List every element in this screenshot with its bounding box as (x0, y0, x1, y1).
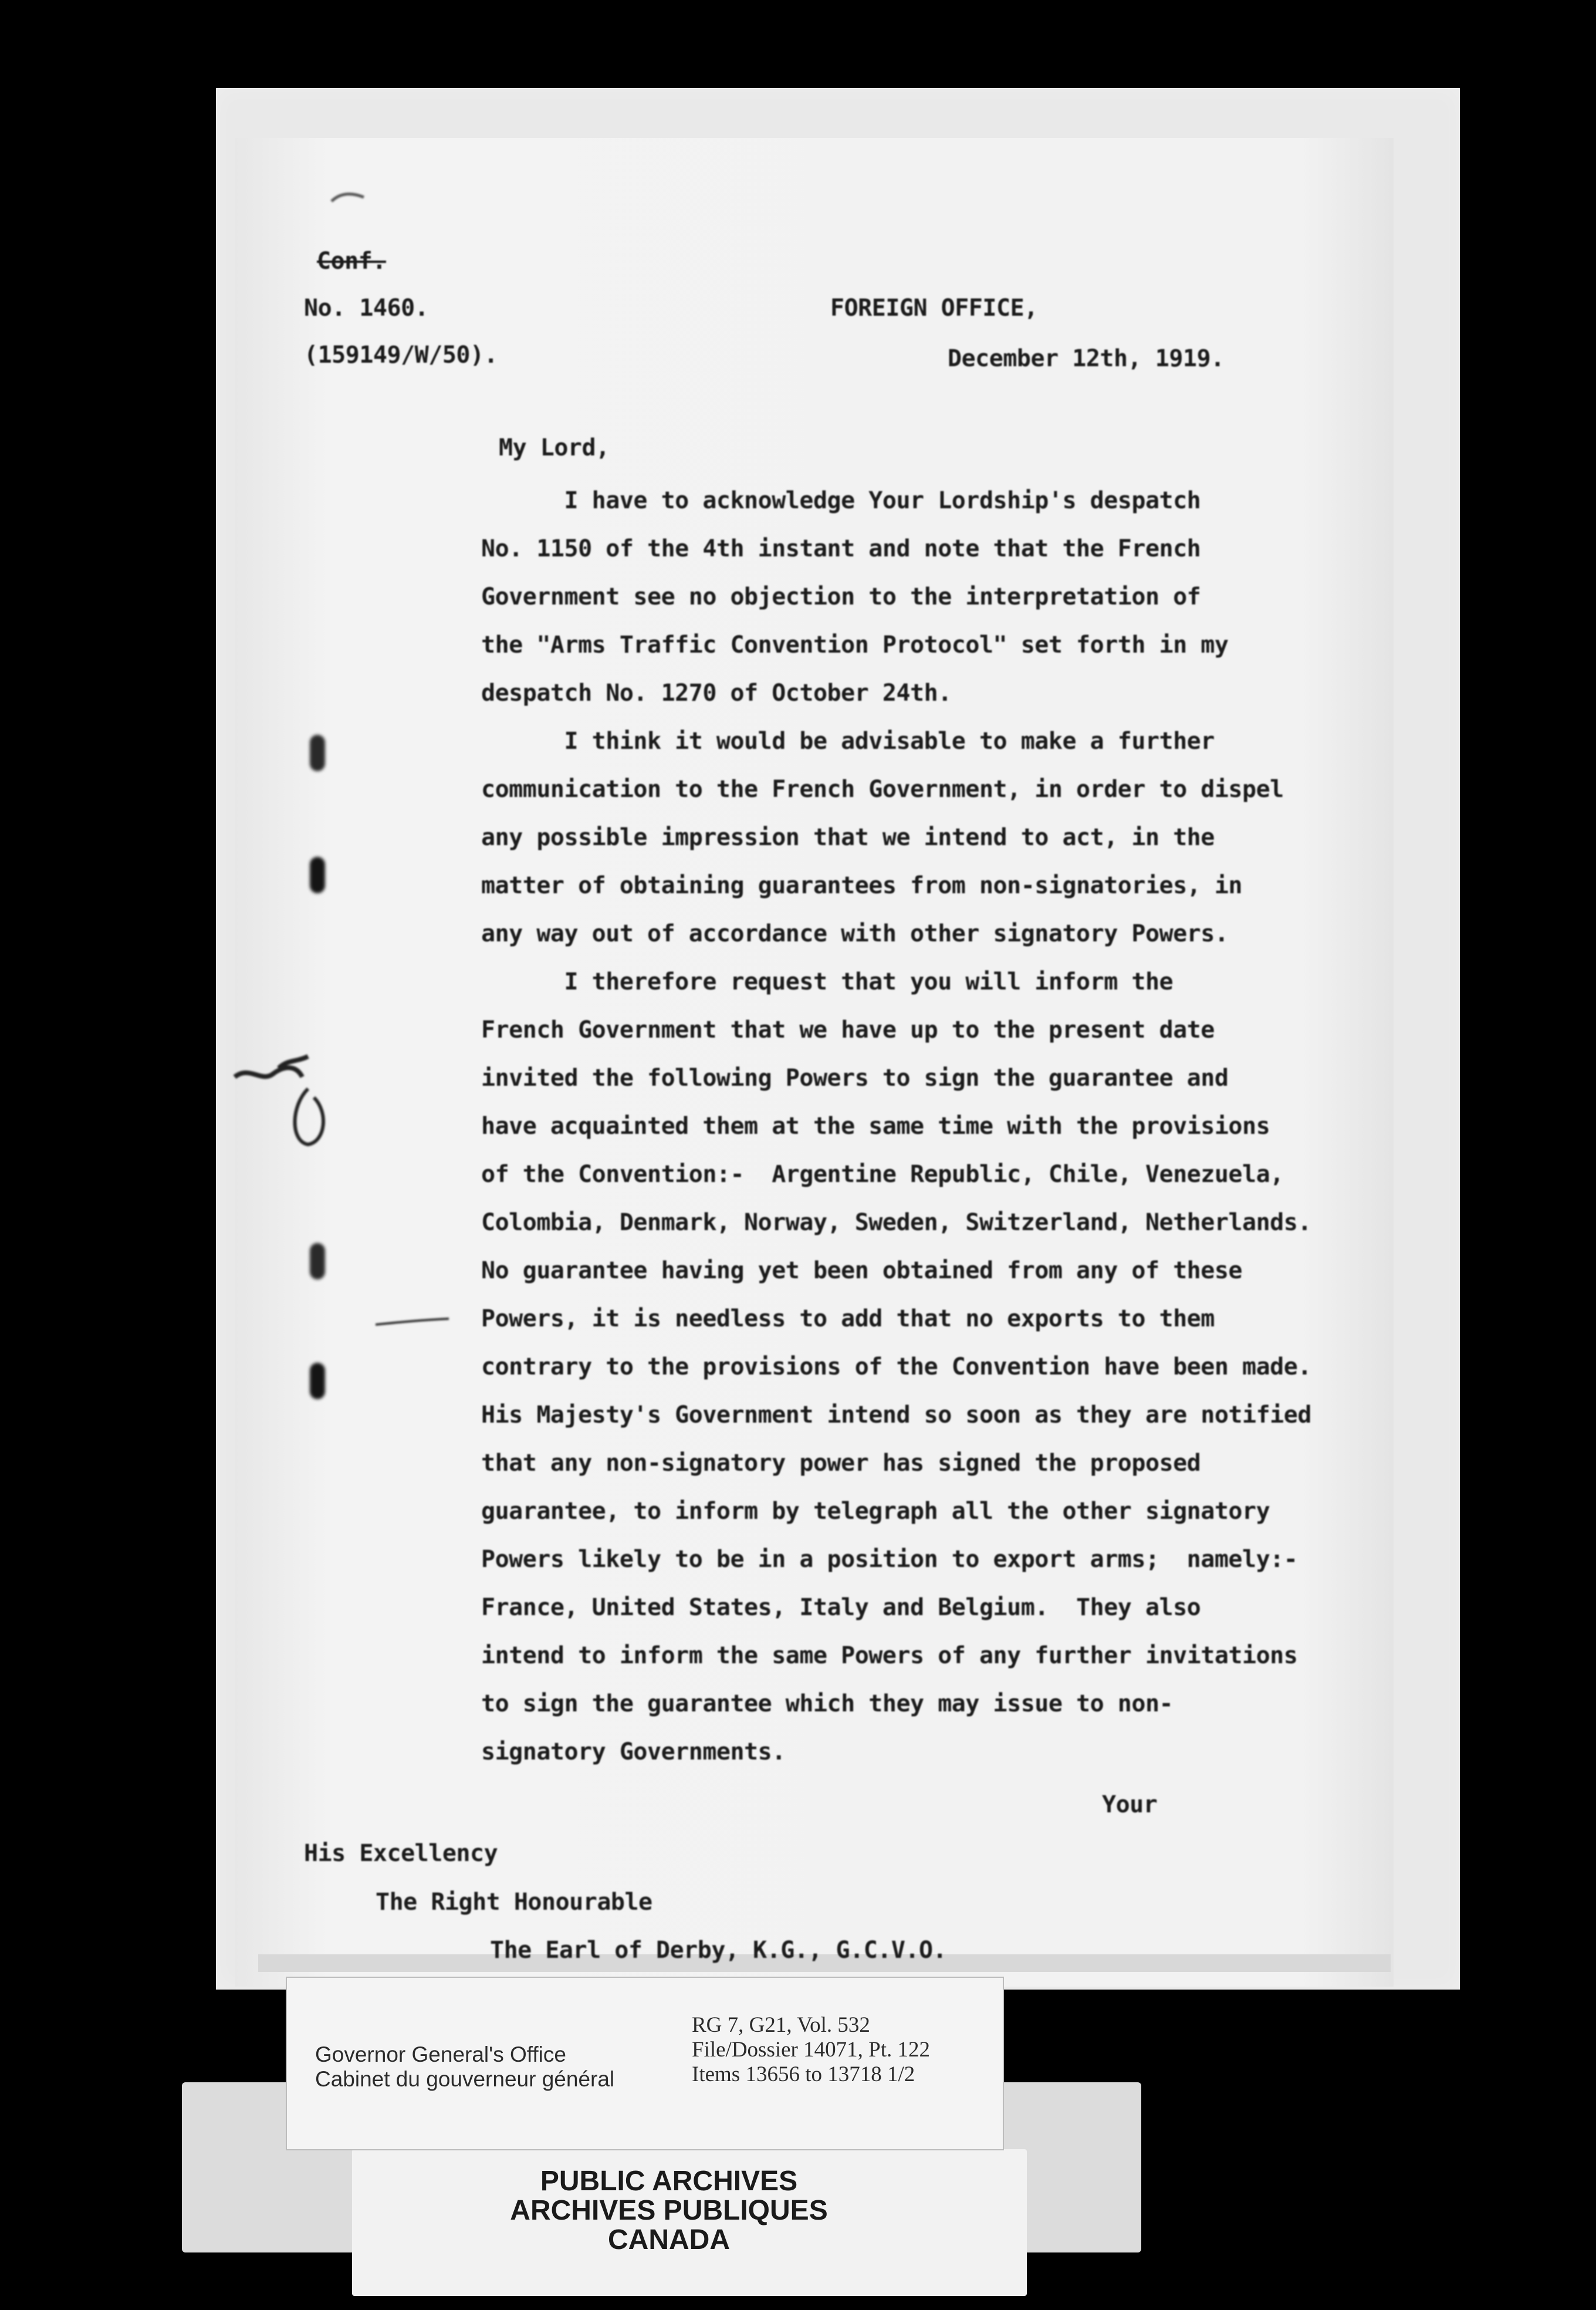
file-reference: (159149/W/50). (304, 342, 498, 369)
stamp-line-2: ARCHIVES PUBLIQUES (510, 2195, 828, 2226)
body-line: the "Arms Traffic Convention Protocol" set forth in my (481, 631, 1229, 658)
label-items: Items 13656 to 13718 1/2 (692, 2062, 915, 2086)
body-line: I therefore request that you will inform the (481, 968, 1174, 995)
addressee-line-1: His Excellency (304, 1840, 498, 1867)
label-office-block (315, 2042, 614, 2092)
label-office-fr: Cabinet du gouverneur général (315, 2067, 615, 2091)
despatch-number: No. 1460. (304, 295, 429, 322)
body-line: His Majesty's Government intend so soon as they are notified (481, 1401, 1311, 1428)
body-line: any way out of accordance with other signatory Powers. (481, 920, 1229, 947)
stamp-line-1: PUBLIC ARCHIVES (540, 2166, 798, 2197)
confidential-marker: Conf. (317, 248, 386, 275)
body-line: communication to the French Government, in order to dispel (481, 776, 1284, 803)
punch-hole-2 (310, 857, 325, 893)
addressee-line-3: The Earl of Derby, K.G., G.C.V.O. (490, 1937, 947, 1964)
body-line: of the Convention:- Argentine Republic, Chile, Venezuela, (481, 1161, 1284, 1188)
body-line: Powers likely to be in a position to export arms; namely:- (481, 1546, 1298, 1573)
label-file: File/Dossier 14071, Pt. 122 (692, 2038, 930, 2062)
body-line: France, United States, Italy and Belgium. They also (481, 1594, 1201, 1621)
public-archives-stamp (446, 2167, 892, 2255)
label-reference-block (692, 2013, 930, 2087)
handwritten-annotation (232, 1042, 337, 1159)
body-line: have acquainted them at the same time with the provisions (481, 1113, 1270, 1140)
body-line: No. 1150 of the 4th instant and note that the French (481, 535, 1201, 562)
body-line: I have to acknowledge Your Lordship's despatch (481, 487, 1201, 514)
corner-mark (329, 187, 370, 210)
body-line: signatory Governments. (481, 1738, 786, 1765)
body-line: Government see no objection to the interpretation of (481, 583, 1201, 610)
label-office-en: Governor General's Office (315, 2042, 566, 2066)
body-line: intend to inform the same Powers of any further invitations (481, 1642, 1298, 1669)
letter-date: December 12th, 1919. (948, 345, 1225, 372)
archive-label-card (286, 1977, 1004, 2150)
punch-hole-3 (310, 1243, 325, 1279)
body-line: Colombia, Denmark, Norway, Sweden, Switzerland, Netherlands. (481, 1209, 1311, 1236)
punch-hole-4 (310, 1363, 325, 1399)
body-line: Powers, it is needless to add that no exports to them (481, 1305, 1215, 1332)
body-line: despatch No. 1270 of October 24th. (481, 680, 952, 707)
office-heading: FOREIGN OFFICE, (830, 295, 1038, 322)
stamp-line-3: CANADA (608, 2224, 730, 2255)
body-line: French Government that we have up to the present date (481, 1016, 1215, 1043)
salutation: My Lord, (499, 434, 610, 461)
body-line: guarantee, to inform by telegraph all the other signatory (481, 1498, 1270, 1525)
addressee-line-2: The Right Honourable (376, 1889, 652, 1916)
body-line: No guarantee having yet been obtained from any of these (481, 1257, 1243, 1284)
body-line: invited the following Powers to sign the guarantee and (481, 1065, 1229, 1092)
margin-arrow-mark (376, 1312, 452, 1335)
body-line: that any non-signatory power has signed the proposed (481, 1450, 1201, 1477)
label-record-group: RG 7, G21, Vol. 532 (692, 2013, 870, 2037)
punch-hole-1 (310, 735, 325, 771)
body-line: matter of obtaining guarantees from non-signatories, in (481, 872, 1243, 899)
body-line: contrary to the provisions of the Convention have been made. (481, 1353, 1311, 1380)
body-line: to sign the guarantee which they may issue to non- (481, 1690, 1174, 1717)
body-line: I think it would be advisable to make a further (481, 728, 1215, 755)
closing-catchword: Your (1102, 1791, 1158, 1818)
body-line: any possible impression that we intend to act, in the (481, 824, 1215, 851)
